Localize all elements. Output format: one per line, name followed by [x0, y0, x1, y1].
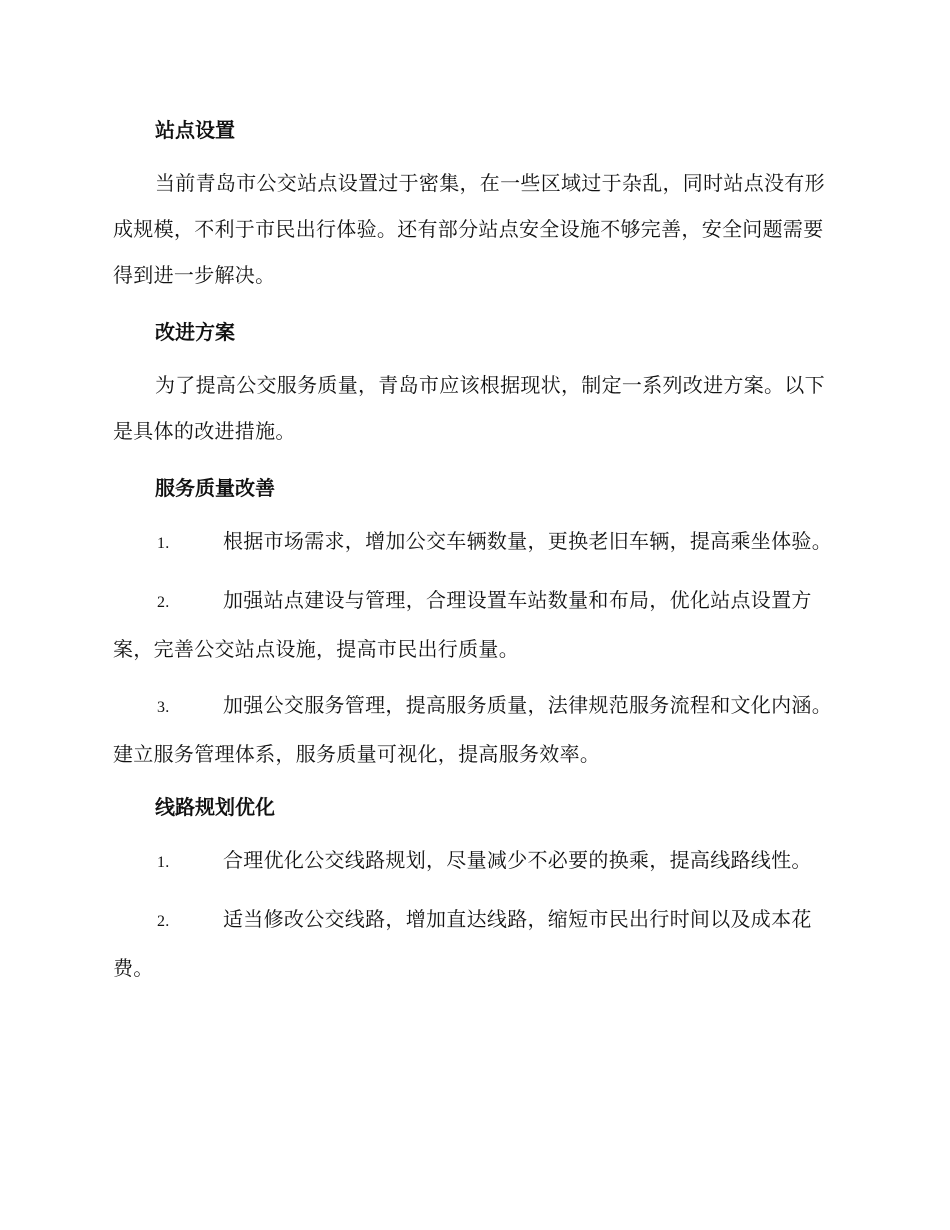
list-item [113, 518, 835, 567]
document-page [113, 110, 835, 1001]
section-heading-service: 服务质量改善 [155, 476, 275, 500]
section-heading-routes: 线路规划优化 [155, 795, 275, 819]
list-item-text: 合理优化公交线路规划，尽量减少不必要的换乘，提高线路线性。 [223, 848, 812, 872]
list-item [113, 682, 835, 777]
list-item [113, 577, 835, 672]
list-item-number: 2. [157, 913, 170, 930]
list-item-number: 1. [157, 854, 170, 871]
list-item-text: 适当修改公交线路，增加直达线路，缩短市民出行时间以及成本花费。 [113, 907, 812, 980]
list-item-number: 2. [157, 594, 170, 611]
stations-paragraph: 当前青岛市公交站点设置过于密集，在一些区域过于杂乱，同时站点没有形成规模，不利于市民出行体验。还有部分站点安全设施不够完善，安全问题需要得到进一步解决。 [113, 171, 825, 287]
list-item-number: 1. [157, 535, 170, 552]
improvement-paragraph: 为了提高公交服务质量，青岛市应该根据现状，制定一系列改进方案。以下是具体的改进措施。 [113, 373, 825, 443]
list-item-text: 根据市场需求，增加公交车辆数量，更换老旧车辆，提高乘坐体验。 [223, 529, 832, 553]
list-item-text: 加强公交服务管理，提高服务质量，法律规范服务流程和文化内涵。建立服务管理体系，服务质量可视化，提高服务效率。 [113, 693, 832, 766]
section-heading-stations: 站点设置 [155, 118, 235, 142]
list-item [113, 896, 835, 991]
list-item [113, 837, 835, 886]
list-item-text: 加强站点建设与管理，合理设置车站数量和布局，优化站点设置方案，完善公交站点设施，提高市民出行质量。 [113, 588, 812, 661]
list-item-number: 3. [157, 699, 170, 716]
section-heading-improvement: 改进方案 [155, 320, 235, 344]
